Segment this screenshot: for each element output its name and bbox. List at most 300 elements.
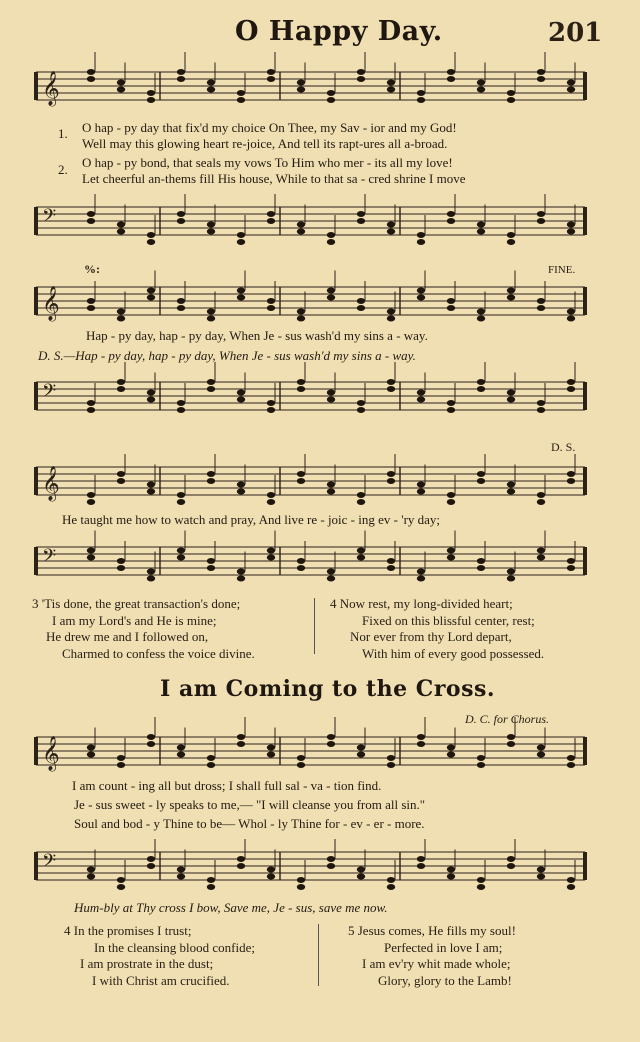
- note-head: [327, 734, 335, 740]
- note-head: [327, 232, 335, 238]
- note-head: [237, 489, 245, 495]
- note-head: [387, 884, 395, 890]
- note-head: [177, 499, 185, 505]
- note-head: [387, 80, 395, 86]
- note-head: [507, 232, 515, 238]
- note-head: [117, 80, 125, 86]
- note-head: [117, 386, 125, 392]
- note-head: [267, 745, 275, 751]
- note-head: [87, 867, 95, 873]
- note-head: [87, 400, 95, 406]
- note-head: [357, 211, 365, 217]
- note-head: [237, 288, 245, 294]
- note-head: [267, 305, 275, 311]
- note-head: [267, 298, 275, 304]
- page-number: 201: [548, 18, 603, 48]
- treble-clef-icon: 𝄞: [42, 466, 60, 501]
- verse-line: I with Christ am crucified.: [92, 972, 230, 988]
- note-head: [567, 386, 575, 392]
- note-head: [477, 558, 485, 564]
- note-head: [477, 762, 485, 768]
- note-head: [447, 407, 455, 413]
- note-head: [267, 867, 275, 873]
- note-head: [297, 565, 305, 571]
- hymn1-lyric-line-4: Let cheerful an-thems fill His house, While to that sa - cred shrine I move: [82, 171, 466, 186]
- note-head: [207, 565, 215, 571]
- treble-clef-icon: 𝄞: [42, 736, 60, 771]
- note-head: [117, 229, 125, 235]
- note-head: [417, 390, 425, 396]
- note-head: [207, 222, 215, 228]
- chorus-lyric-2: He taught me how to watch and pray, And live re - joic - ing ev - 'ry day;: [62, 512, 441, 527]
- note-head: [417, 239, 425, 245]
- note-head: [207, 80, 215, 86]
- note-head: [267, 555, 275, 561]
- note-head: [147, 288, 155, 294]
- note-head: [477, 87, 485, 93]
- note-head: [357, 548, 365, 554]
- note-head: [207, 478, 215, 484]
- note-head: [537, 305, 545, 311]
- note-head: [327, 489, 335, 495]
- note-head: [447, 499, 455, 505]
- note-head: [297, 478, 305, 484]
- note-head: [297, 87, 305, 93]
- note-head: [417, 489, 425, 495]
- note-head: [117, 478, 125, 484]
- verse-line: In the cleansing blood confide;: [94, 939, 256, 955]
- note-head: [177, 555, 185, 561]
- note-head: [447, 745, 455, 751]
- note-head: [297, 558, 305, 564]
- note-head: [537, 69, 545, 75]
- note-head: [417, 90, 425, 96]
- note-head: [507, 569, 515, 575]
- note-head: [297, 877, 305, 883]
- note-head: [147, 90, 155, 96]
- note-head: [147, 482, 155, 488]
- treble-clef-icon: 𝄞: [42, 286, 60, 321]
- note-head: [117, 565, 125, 571]
- note-head: [357, 752, 365, 758]
- note-head: [357, 874, 365, 880]
- note-head: [267, 407, 275, 413]
- note-head: [567, 316, 575, 322]
- note-head: [147, 569, 155, 575]
- note-head: [267, 76, 275, 82]
- verse-line: 5 Jesus comes, He fills my soul!: [348, 923, 516, 938]
- note-head: [477, 386, 485, 392]
- note-head: [177, 752, 185, 758]
- note-head: [327, 482, 335, 488]
- note-head: [177, 874, 185, 880]
- note-head: [567, 877, 575, 883]
- note-head: [207, 87, 215, 93]
- note-head: [147, 232, 155, 238]
- note-head: [237, 741, 245, 747]
- note-head: [507, 397, 515, 403]
- note-head: [117, 755, 125, 761]
- note-head: [537, 874, 545, 880]
- note-head: [507, 288, 515, 294]
- note-head: [297, 80, 305, 86]
- note-head: [147, 734, 155, 740]
- note-head: [387, 309, 395, 315]
- verse-number-1: 1.: [58, 126, 68, 141]
- note-head: [447, 218, 455, 224]
- note-head: [207, 884, 215, 890]
- note-head: [267, 874, 275, 880]
- note-head: [237, 569, 245, 575]
- verse-line: Fixed on this blissful center, rest;: [362, 612, 535, 628]
- note-head: [237, 232, 245, 238]
- note-head: [567, 478, 575, 484]
- note-head: [507, 576, 515, 582]
- note-head: [477, 755, 485, 761]
- note-head: [297, 222, 305, 228]
- note-head: [207, 386, 215, 392]
- hymn1-verse-3: [32, 596, 255, 662]
- note-head: [237, 482, 245, 488]
- note-head: [507, 489, 515, 495]
- note-head: [177, 407, 185, 413]
- note-head: [567, 565, 575, 571]
- note-head: [447, 752, 455, 758]
- verse-line: I am ev'ry whit made whole;: [362, 956, 511, 971]
- note-head: [117, 222, 125, 228]
- note-head: [537, 298, 545, 304]
- note-head: [147, 489, 155, 495]
- note-head: [147, 856, 155, 862]
- note-head: [207, 558, 215, 564]
- note-head: [87, 76, 95, 82]
- note-head: [207, 471, 215, 477]
- note-head: [297, 309, 305, 315]
- note-head: [177, 69, 185, 75]
- note-head: [327, 239, 335, 245]
- note-head: [207, 309, 215, 315]
- note-head: [117, 379, 125, 385]
- note-head: [537, 400, 545, 406]
- note-head: [477, 222, 485, 228]
- verse-line: Perfected in love I am;: [384, 939, 503, 955]
- note-head: [177, 400, 185, 406]
- note-head: [357, 218, 365, 224]
- note-head: [237, 90, 245, 96]
- note-head: [387, 755, 395, 761]
- hymn2-title: I am Coming to the Cross.: [160, 676, 496, 702]
- note-head: [387, 471, 395, 477]
- note-head: [567, 884, 575, 890]
- note-head: [537, 499, 545, 505]
- note-head: [387, 877, 395, 883]
- note-head: [447, 548, 455, 554]
- dc-mark: D. C. for Chorus.: [465, 712, 550, 726]
- note-head: [177, 305, 185, 311]
- note-head: [237, 576, 245, 582]
- note-head: [507, 97, 515, 103]
- note-head: [327, 569, 335, 575]
- note-head: [117, 471, 125, 477]
- note-head: [387, 379, 395, 385]
- note-head: [417, 856, 425, 862]
- note-head: [537, 211, 545, 217]
- note-head: [357, 69, 365, 75]
- note-head: [87, 69, 95, 75]
- verse-line: I am my Lord's and He is mine;: [52, 612, 217, 628]
- note-head: [567, 309, 575, 315]
- staff-system-1-bass: [0, 195, 640, 255]
- note-head: [567, 80, 575, 86]
- note-head: [207, 762, 215, 768]
- note-head: [327, 390, 335, 396]
- note-head: [147, 397, 155, 403]
- note-head: [327, 97, 335, 103]
- note-head: [417, 288, 425, 294]
- note-head: [267, 400, 275, 406]
- note-head: [297, 884, 305, 890]
- note-head: [567, 379, 575, 385]
- bass-clef-icon: 𝄢: [42, 546, 57, 571]
- note-head: [417, 734, 425, 740]
- verse-line: I am prostrate in the dust;: [80, 956, 214, 971]
- staff-system-2-bass: [0, 370, 640, 430]
- staff-system-2-treble: [0, 275, 640, 335]
- note-head: [117, 877, 125, 883]
- note-head: [207, 316, 215, 322]
- note-head: [297, 762, 305, 768]
- note-head: [87, 218, 95, 224]
- note-head: [237, 397, 245, 403]
- note-head: [267, 752, 275, 758]
- note-head: [207, 229, 215, 235]
- note-head: [117, 558, 125, 564]
- staff-system-3-treble: [0, 455, 640, 515]
- verse-line: 3 'Tis done, the great transaction's done;: [32, 596, 241, 611]
- note-head: [567, 229, 575, 235]
- note-head: [147, 576, 155, 582]
- hymn2-verse-4: [64, 923, 255, 989]
- note-head: [537, 752, 545, 758]
- note-head: [537, 218, 545, 224]
- note-head: [297, 386, 305, 392]
- note-head: [267, 492, 275, 498]
- note-head: [267, 548, 275, 554]
- note-head: [87, 211, 95, 217]
- note-head: [357, 298, 365, 304]
- note-head: [357, 407, 365, 413]
- note-head: [357, 492, 365, 498]
- note-head: [567, 762, 575, 768]
- bass-clef-icon: 𝄢: [42, 381, 57, 406]
- note-head: [567, 755, 575, 761]
- note-head: [477, 379, 485, 385]
- bass-clef-icon: 𝄢: [42, 851, 57, 876]
- note-head: [177, 548, 185, 554]
- note-head: [477, 877, 485, 883]
- note-head: [177, 76, 185, 82]
- note-head: [267, 499, 275, 505]
- note-head: [87, 752, 95, 758]
- note-head: [387, 386, 395, 392]
- bass-clef-icon: 𝄢: [42, 206, 57, 231]
- note-head: [87, 492, 95, 498]
- note-head: [147, 295, 155, 301]
- note-head: [177, 211, 185, 217]
- note-head: [147, 97, 155, 103]
- note-head: [477, 229, 485, 235]
- note-head: [537, 492, 545, 498]
- chorus-lyric-1: Hap - py day, hap - py day, When Je - sus wash'd my sins a - way.: [86, 328, 428, 343]
- note-head: [417, 741, 425, 747]
- note-head: [417, 482, 425, 488]
- note-head: [87, 499, 95, 505]
- note-head: [417, 397, 425, 403]
- hymn2-lyric-line-3: Soul and bod - y Thine to be— Whol - ly Thine for - ev - er - more.: [74, 816, 425, 831]
- hymn1-lyric-line-1: O hap - py day that fix'd my choice On Thee, my Sav - ior and my God!: [82, 120, 457, 135]
- note-head: [177, 867, 185, 873]
- note-head: [507, 390, 515, 396]
- note-head: [447, 400, 455, 406]
- note-head: [537, 407, 545, 413]
- note-head: [147, 741, 155, 747]
- hymn1-lyric-line-2: Well may this glowing heart re-joice, And tell its rapt-ures all a-broad.: [82, 136, 448, 151]
- note-head: [507, 863, 515, 869]
- note-head: [237, 390, 245, 396]
- note-head: [117, 316, 125, 322]
- note-head: [477, 471, 485, 477]
- note-head: [507, 741, 515, 747]
- note-head: [327, 741, 335, 747]
- note-head: [267, 211, 275, 217]
- note-head: [297, 316, 305, 322]
- note-head: [447, 492, 455, 498]
- note-head: [207, 755, 215, 761]
- hymn2-chorus-lyric: Hum-bly at Thy cross I bow, Save me, Je - sus, save me now.: [74, 900, 388, 915]
- note-head: [117, 762, 125, 768]
- note-head: [117, 87, 125, 93]
- note-head: [477, 565, 485, 571]
- treble-clef-icon: 𝄞: [42, 71, 60, 106]
- note-head: [447, 555, 455, 561]
- note-head: [237, 856, 245, 862]
- staff-system-1-treble: [0, 60, 640, 120]
- fine-mark: FINE.: [548, 264, 576, 276]
- note-head: [447, 867, 455, 873]
- note-head: [507, 239, 515, 245]
- note-head: [477, 309, 485, 315]
- note-head: [87, 305, 95, 311]
- note-head: [477, 80, 485, 86]
- note-head: [417, 295, 425, 301]
- note-head: [537, 867, 545, 873]
- note-head: [417, 576, 425, 582]
- note-head: [267, 218, 275, 224]
- verse-line: Glory, glory to the Lamb!: [378, 972, 512, 988]
- note-head: [87, 548, 95, 554]
- note-head: [417, 569, 425, 575]
- note-head: [387, 222, 395, 228]
- note-head: [207, 877, 215, 883]
- verse-line: He drew me and I followed on,: [46, 629, 209, 644]
- verse-line: 4 In the promises I trust;: [64, 923, 192, 938]
- note-head: [327, 576, 335, 582]
- note-head: [537, 745, 545, 751]
- note-head: [357, 76, 365, 82]
- note-head: [447, 69, 455, 75]
- note-head: [507, 482, 515, 488]
- note-head: [387, 558, 395, 564]
- note-head: [237, 863, 245, 869]
- note-head: [297, 755, 305, 761]
- note-head: [87, 555, 95, 561]
- note-head: [387, 87, 395, 93]
- verse-line: Nor ever from thy Lord depart,: [350, 629, 512, 644]
- note-head: [417, 97, 425, 103]
- note-head: [357, 499, 365, 505]
- note-head: [327, 288, 335, 294]
- note-head: [387, 762, 395, 768]
- chorus-lyric-ds: D. S.—Hap - py day, hap - py day, When Je - sus wash'd my sins a - way.: [38, 348, 416, 363]
- note-head: [147, 863, 155, 869]
- note-head: [507, 734, 515, 740]
- note-head: [447, 305, 455, 311]
- note-head: [357, 305, 365, 311]
- note-head: [387, 316, 395, 322]
- note-head: [117, 309, 125, 315]
- note-head: [387, 565, 395, 571]
- note-head: [447, 211, 455, 217]
- note-head: [237, 734, 245, 740]
- hymn1-title: O Happy Day.: [235, 16, 443, 47]
- verse-line: With him of every good possessed.: [362, 645, 545, 661]
- note-head: [147, 239, 155, 245]
- note-head: [297, 379, 305, 385]
- note-head: [567, 558, 575, 564]
- verse-divider: [318, 924, 319, 986]
- verse-divider: [314, 598, 315, 654]
- note-head: [567, 222, 575, 228]
- hymn1-lyric-line-3: O hap - py bond, that seals my vows To Him who mer - its all my love!: [82, 155, 453, 170]
- ds-mark: D. S.: [551, 440, 576, 454]
- note-head: [477, 478, 485, 484]
- verse-line: Charmed to confess the voice divine.: [62, 645, 255, 661]
- segno-mark: %:: [84, 262, 100, 276]
- hymn2-verse-5: [348, 923, 516, 989]
- note-head: [567, 471, 575, 477]
- note-head: [297, 471, 305, 477]
- note-head: [327, 856, 335, 862]
- note-head: [447, 874, 455, 880]
- note-head: [507, 295, 515, 301]
- hymn1-verse-4: [330, 596, 544, 662]
- note-head: [177, 492, 185, 498]
- note-head: [327, 90, 335, 96]
- note-head: [237, 97, 245, 103]
- note-head: [477, 884, 485, 890]
- note-head: [537, 555, 545, 561]
- note-head: [327, 397, 335, 403]
- note-head: [357, 867, 365, 873]
- note-head: [237, 239, 245, 245]
- note-head: [537, 76, 545, 82]
- note-head: [327, 295, 335, 301]
- note-head: [87, 745, 95, 751]
- note-head: [237, 295, 245, 301]
- note-head: [87, 874, 95, 880]
- staff-system-3-bass: [0, 535, 640, 595]
- note-head: [177, 218, 185, 224]
